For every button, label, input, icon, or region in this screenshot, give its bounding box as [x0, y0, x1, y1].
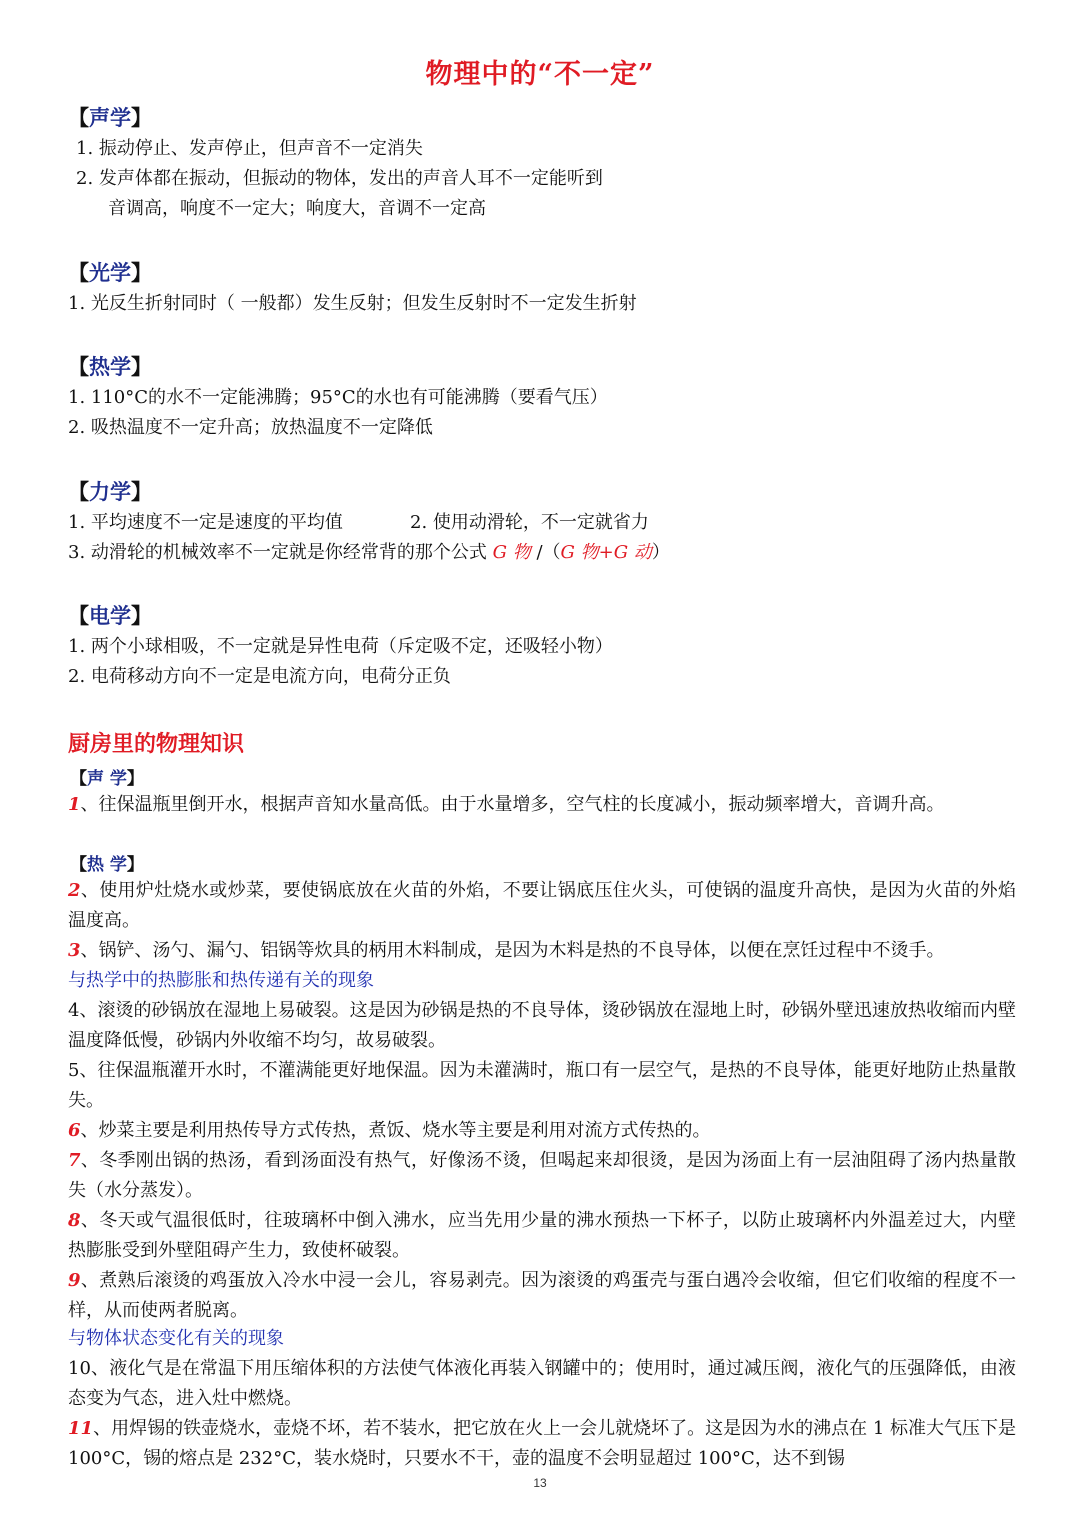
kitchen-item-11: 11、用焊锡的铁壶烧水，壶烧不坏，若不装水，把它放在火上一会儿就烧坏了。这是因为水的沸点在 1 标准大气压下是 100°C，锡的熔点是 232°C，装水烧时，只要水不干，壶的温度不会明显超过 100°C，达不到锡 — [68, 1418, 1017, 1469]
kitchen-item-2: 2、使用炉灶烧水或炒菜，要使锅底放在火苗的外焰，不要让锅底压住火头，可使锅的温度升高快，是因为火苗的外焰温度高。 — [68, 880, 1016, 931]
acoustics-line-1: 1. 振动停止、发声停止，但声音不一定消失 — [76, 138, 423, 159]
page-title: 物理中的“不一定” — [425, 59, 655, 90]
mechanics-line-2: 3. 动滑轮的机械效率不一定就是你经常背的那个公式 G 物 /（G 物+G 动） — [68, 542, 670, 563]
mechanics-line-1b: 2. 使用动滑轮，不一定就省力 — [410, 512, 649, 533]
kitchen-item-4: 4、滚烫的砂锅放在湿地上易破裂。这是因为砂锅是热的不良导体，烫砂锅放在湿地上时，砂锅外壁迅速放热收缩而内壁温度降低慢，砂锅内外收缩不均匀，故易破裂。 — [68, 1000, 1017, 1051]
section-heading-mechanics: 【力学】 — [68, 479, 152, 504]
optics-line-1: 1. 光反生折射同时（ 一般都）发生反射；但发生反射时不一定发生折射 — [68, 293, 637, 314]
kitchen-item-5: 5、往保温瓶灌开水时，不灌满能更好地保温。因为未灌满时，瓶口有一层空气，是热的不良导体，能更好地防止热量散失。 — [68, 1060, 1017, 1111]
section-heading-acoustics: 【声学】 — [68, 105, 152, 130]
acoustics-line-3: 音调高，响度不一定大；响度大，音调不一定高 — [108, 198, 486, 219]
kitchen-item-6: 6、炒菜主要是利用热传导方式传热，煮饭、烧水等主要是利用对流方式传热的。 — [68, 1120, 711, 1141]
group-heading-thermal-expansion: 与热学中的热膨胀和热传递有关的现象 — [68, 970, 374, 991]
section-heading-electricity: 【电学】 — [68, 603, 152, 628]
kitchen-item-1: 1、往保温瓶里倒开水，根据声音知水量高低。由于水量增多，空气柱的长度减小，振动频率增大，音调升高。 — [68, 794, 945, 815]
section-heading-thermal: 【热学】 — [68, 354, 152, 379]
mechanics-line-1a: 1. 平均速度不一定是速度的平均值 — [68, 512, 343, 533]
kitchen-sub-thermal: 【热 学】 — [70, 855, 144, 875]
kitchen-title: 厨房里的物理知识 — [68, 731, 245, 757]
page-number: 13 — [533, 1476, 547, 1490]
kitchen-item-7: 7、冬季刚出锅的热汤，看到汤面没有热气，好像汤不烫，但喝起来却很烫，是因为汤面上有一层油阻碍了汤内热量散失（水分蒸发）。 — [68, 1150, 1016, 1201]
group-heading-state-change: 与物体状态变化有关的现象 — [68, 1328, 284, 1349]
formula-g-sum: G 物+G 动 — [560, 542, 652, 563]
section-heading-optics: 【光学】 — [68, 260, 152, 285]
kitchen-item-8: 8、冬天或气温很低时，往玻璃杯中倒入沸水，应当先用少量的沸水预热一下杯子，以防止玻璃杯内外温差过大，内壁热膨胀受到外壁阻碍产生力，致使杯破裂。 — [68, 1210, 1016, 1261]
thermal-line-2: 2. 吸热温度不一定升高；放热温度不一定降低 — [68, 417, 433, 438]
formula-g-object: G 物 — [492, 542, 531, 563]
electricity-line-1: 1. 两个小球相吸，不一定就是异性电荷（斥定吸不定，还吸轻小物） — [68, 636, 613, 657]
kitchen-sub-acoustics: 【声 学】 — [70, 769, 144, 789]
kitchen-item-3: 3、锅铲、汤勺、漏勺、铝锅等炊具的柄用木料制成，是因为木料是热的不良导体，以便在烹饪过程中不烫手。 — [68, 940, 945, 961]
kitchen-item-10: 10、液化气是在常温下用压缩体积的方法使气体液化再装入钢罐中的；使用时，通过减压阀，液化气的压强降低，由液态变为气态，进入灶中燃烧。 — [68, 1358, 1016, 1409]
kitchen-item-9: 9、煮熟后滚烫的鸡蛋放入冷水中浸一会儿，容易剥壳。因为滚烫的鸡蛋壳与蛋白遇冷会收缩，但它们收缩的程度不一样，从而使两者脱离。 — [68, 1270, 1016, 1321]
acoustics-line-2: 2. 发声体都在振动，但振动的物体，发出的声音人耳不一定能听到 — [76, 168, 603, 189]
electricity-line-2: 2. 电荷移动方向不一定是电流方向，电荷分正负 — [68, 666, 451, 687]
thermal-line-1: 1. 110°C的水不一定能沸腾；95°C的水也有可能沸腾（要看气压） — [68, 387, 608, 408]
